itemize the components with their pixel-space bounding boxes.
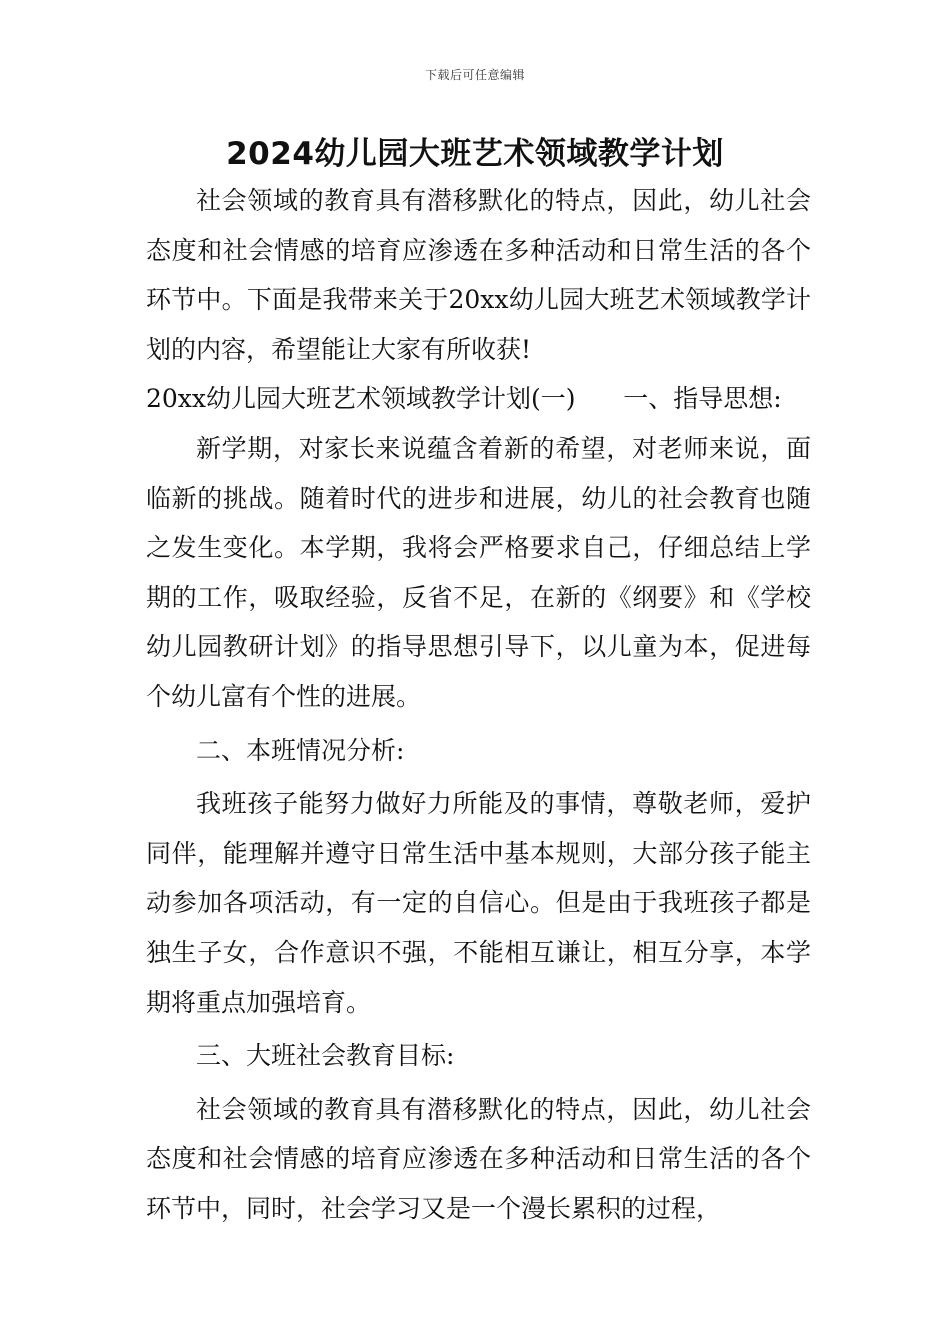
intro-paragraph: 社会领域的教育具有潜移默化的特点，因此，幼儿社会态度和社会情感的培育应渗透在多种活动和日常生活的各个环节中。下面是我带来关于20xx幼儿园大班艺术领域教学计划的内容，希望能让大家有所收获! xyxy=(146,186,811,364)
section-heading-line: 20xx幼儿园大班艺术领域教学计划(一) 一、指导思想: xyxy=(146,384,782,414)
guiding-thought-paragraph: 新学期，对家长来说蕴含着新的希望，对老师来说，面临新的挑战。随着时代的进步和进展，幼儿的社会教育也随之发生变化。本学期，我将会严格要求自己，仔细总结上学期的工作，吸取经验，反省不足，在新的《纲要》和《学校幼儿园教研计划》的指导思想引导下，以儿童为本，促进每个幼儿富有个性的进展。 xyxy=(146,433,811,711)
document-title: 2024幼儿园大班艺术领域教学计划 xyxy=(226,136,724,172)
class-analysis-paragraph: 我班孩子能努力做好力所能及的事情，尊敬老师，爱护同伴，能理解并遵守日常生活中基本规则，大部分孩子能主动参加各项活动，有一定的自信心。但是由于我班孩子都是独生子女，合作意识不强，不能相互谦让，相互分享，本学期将重点加强培育。 xyxy=(146,789,811,1017)
class-analysis-heading: 二、本班情况分析: xyxy=(196,735,405,765)
education-goals-paragraph: 社会领域的教育具有潜移默化的特点，因此，幼儿社会态度和社会情感的培育应渗透在多种活动和日常生活的各个环节中，同时，社会学习又是一个漫长累积的过程， xyxy=(146,1094,811,1223)
page-header-note: 下载后可任意编辑 xyxy=(424,68,525,82)
document-body xyxy=(146,176,811,1233)
education-goals-heading: 三、大班社会教育目标: xyxy=(196,1041,455,1071)
